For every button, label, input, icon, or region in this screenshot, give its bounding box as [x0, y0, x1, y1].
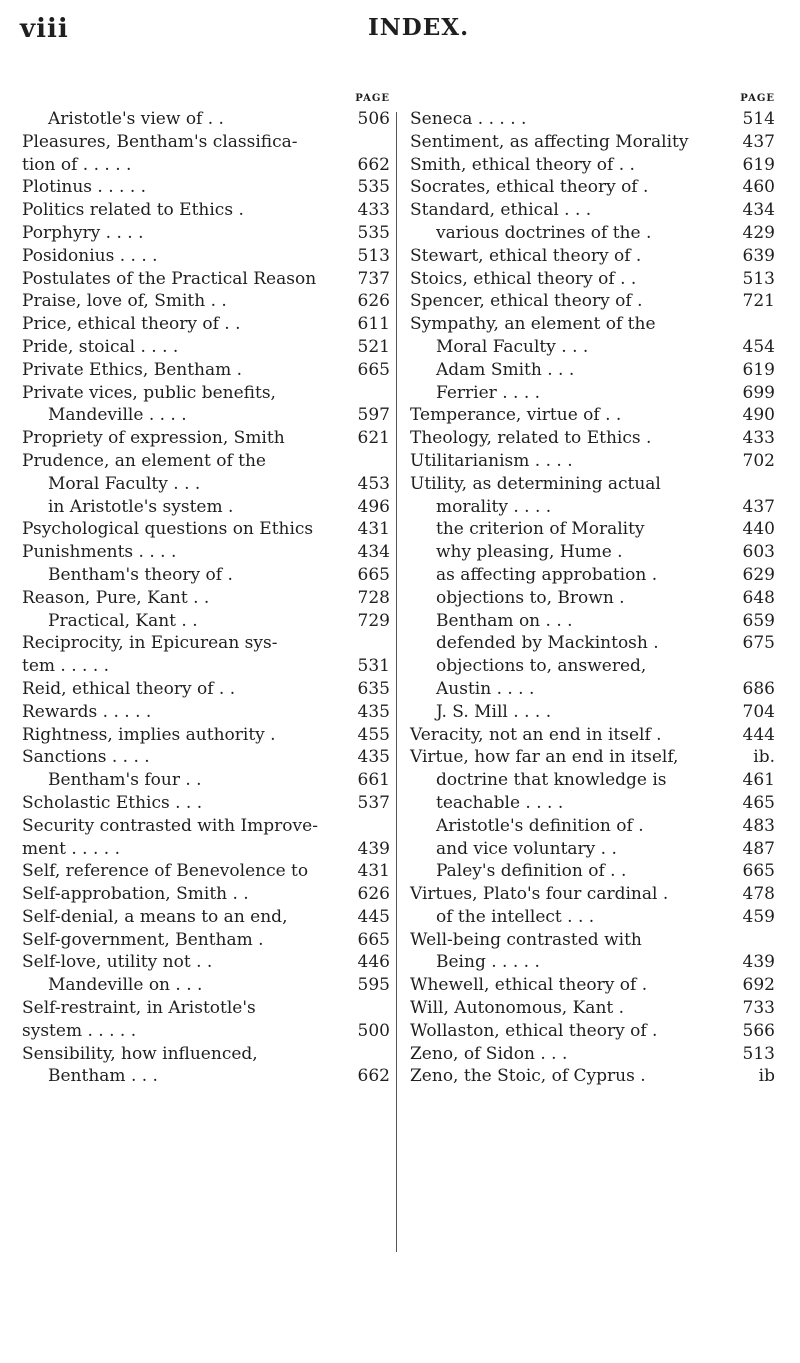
index-entry	[22, 108, 390, 131]
index-entry-text: Aristotle's definition of .	[436, 815, 644, 836]
index-entry	[22, 290, 390, 313]
index-entry-text: Practical, Kant . .	[48, 610, 198, 631]
index-entry	[410, 678, 775, 701]
index-entry	[22, 860, 390, 883]
index-entry	[22, 245, 390, 268]
page-column-label: PAGE	[355, 93, 390, 104]
index-entry-page: 434	[742, 200, 775, 221]
index-entry	[22, 404, 390, 427]
index-entry-page: 611	[357, 314, 390, 335]
index-entry-text: Virtues, Plato's four cardinal .	[410, 884, 669, 905]
index-entry-text: Seneca . . . . .	[410, 109, 527, 129]
index-entry-text: Self-restraint, in Aristotle's	[22, 998, 256, 1019]
index-entry-text: Stoics, ethical theory of . .	[410, 268, 637, 289]
index-entry-page: 661	[357, 770, 390, 791]
index-entry-page: 566	[742, 1020, 775, 1041]
index-entry	[22, 838, 390, 861]
index-entry-page: 433	[742, 428, 775, 449]
index-entry	[410, 746, 775, 769]
index-entry-page: 733	[742, 998, 775, 1019]
index-entry-page: 459	[742, 906, 775, 927]
index-entry-text: teachable . . . .	[436, 792, 564, 813]
index-entry	[22, 154, 390, 177]
index-entry-page: 619	[742, 359, 775, 380]
index-entry	[410, 564, 775, 587]
index-entry-text: system . . . . .	[22, 1020, 137, 1041]
index-entry	[22, 359, 390, 382]
index-entry-text: Propriety of expression, Smith	[22, 428, 285, 449]
index-entry	[22, 1020, 390, 1043]
index-entry	[22, 176, 390, 199]
index-entry	[410, 1065, 775, 1088]
index-entry-text: as affecting approbation .	[436, 564, 658, 585]
index-entry-page: 446	[357, 952, 390, 973]
index-entry	[410, 860, 775, 883]
index-entry	[22, 268, 390, 291]
index-entry-text: Whewell, ethical theory of .	[410, 975, 648, 996]
index-entry-text: Utilitarianism . . . .	[410, 450, 573, 471]
index-entry-text: Postulates of the Practical Reason	[22, 268, 317, 289]
index-entry-page: 665	[357, 564, 390, 585]
index-entry-page: 729	[357, 610, 390, 631]
index-entry-text: Moral Faculty . . .	[436, 336, 589, 357]
index-entry-page: 704	[742, 701, 775, 722]
index-entry-text: Self-government, Bentham .	[22, 929, 264, 950]
index-entry-page: 728	[357, 587, 390, 608]
index-entry-text: Smith, ethical theory of . .	[410, 154, 635, 175]
index-entry-page: 435	[357, 747, 390, 768]
index-entry-text: Aristotle's view of . .	[48, 109, 224, 129]
index-entry-page: 686	[742, 678, 775, 699]
index-entry-text: Self-denial, a means to an end,	[22, 906, 288, 927]
index-entry-text: Private vices, public benefits,	[22, 382, 276, 403]
index-entry-text: and vice voluntary . .	[436, 838, 617, 859]
index-entry-text: in Aristotle's system .	[48, 496, 234, 517]
index-entry	[410, 815, 775, 838]
index-entry-page: 621	[357, 428, 390, 449]
index-entry-text: Price, ethical theory of . .	[22, 314, 241, 335]
index-entry-text: Paley's definition of . .	[436, 861, 627, 882]
index-entry-text: Mandeville on . . .	[48, 975, 203, 996]
index-entry-page: 702	[742, 450, 775, 471]
index-entry-page: 662	[357, 154, 390, 175]
index-entry-page: 639	[742, 245, 775, 266]
index-entry-text: Self, reference of Benevolence to	[22, 861, 309, 882]
index-entry-page: 490	[742, 405, 775, 426]
index-entry-text: Zeno, of Sidon . . .	[410, 1043, 568, 1064]
index-entry	[22, 632, 390, 655]
index-entry-text: Spencer, ethical theory of .	[410, 291, 643, 312]
index-entry	[410, 951, 775, 974]
index-entry-page: 506	[357, 109, 390, 129]
index-entry-text: Utility, as determining actual	[410, 473, 661, 494]
index-entry-page: 531	[357, 656, 390, 677]
index-entry-text: Mandeville . . . .	[48, 405, 187, 426]
index-entry-text: Theology, related to Ethics .	[410, 428, 652, 449]
index-entry	[22, 1043, 390, 1066]
index-entry-page: 435	[357, 701, 390, 722]
index-entry-text: Bentham's four . .	[48, 770, 202, 791]
index-entry-page: 437	[742, 496, 775, 517]
index-entry	[410, 632, 775, 655]
index-entry	[410, 199, 775, 222]
index-entry	[410, 1043, 775, 1066]
index-entry	[410, 450, 775, 473]
index-entry-text: Punishments . . . .	[22, 542, 177, 563]
index-entry	[22, 724, 390, 747]
index-entry-text: Sanctions . . . .	[22, 747, 150, 768]
index-entry-page: 454	[742, 336, 775, 357]
index-entry	[22, 587, 390, 610]
index-entry-page: 429	[742, 222, 775, 243]
index-entry-page: 496	[357, 496, 390, 517]
index-entry	[410, 427, 775, 450]
index-entry-text: Praise, love of, Smith . .	[22, 291, 227, 312]
index-entry-page: 444	[742, 724, 775, 745]
index-entry-text: Posidonius . . . .	[22, 245, 158, 266]
index-entry	[410, 359, 775, 382]
index-entry	[22, 974, 390, 997]
index-entry-page: 665	[357, 929, 390, 950]
index-entry	[22, 450, 390, 473]
index-entry-page: 521	[357, 336, 390, 357]
index-entry	[22, 769, 390, 792]
index-entry	[22, 427, 390, 450]
index-entry-text: Psychological questions on Ethics	[22, 519, 314, 540]
index-entry	[410, 587, 775, 610]
index-entry-text: Standard, ethical . . .	[410, 200, 592, 221]
index-entry	[22, 541, 390, 564]
index-entry	[22, 815, 390, 838]
index-entry-page: 595	[357, 975, 390, 996]
index-entry-text: Rightness, implies authority .	[22, 724, 276, 745]
index-entry	[410, 838, 775, 861]
index-entry-page: 513	[357, 245, 390, 266]
index-entry-page: 626	[357, 884, 390, 905]
index-entry-page: 483	[742, 815, 775, 836]
index-entry-text: Reason, Pure, Kant . .	[22, 587, 210, 608]
index-column-right	[410, 93, 775, 1088]
index-entry-page: 461	[742, 770, 775, 791]
index-entry-page: 500	[357, 1020, 390, 1041]
index-entry	[410, 496, 775, 519]
index-entry-page: 431	[357, 861, 390, 882]
index-entry	[410, 655, 775, 678]
index-entry-text: Reciprocity, in Epicurean sys-	[22, 633, 278, 654]
index-entry-text: doctrine that knowledge is	[436, 770, 667, 791]
index-entry	[410, 336, 775, 359]
index-entry-page: 434	[357, 542, 390, 563]
index-entry-page: 487	[742, 838, 775, 859]
index-entry-page: 626	[357, 291, 390, 312]
index-entry-page: 440	[742, 519, 775, 540]
index-entry-text: Stewart, ethical theory of .	[410, 245, 642, 266]
index-entry	[410, 176, 775, 199]
index-column-left	[22, 93, 390, 1088]
index-entry	[22, 701, 390, 724]
index-entry-page: 437	[742, 131, 775, 152]
index-entry	[22, 473, 390, 496]
index-entry-page: 433	[357, 200, 390, 221]
index-entry-text: Will, Autonomous, Kant .	[410, 998, 625, 1019]
index-entry-page: ib.	[753, 747, 775, 768]
index-entry-page: 431	[357, 519, 390, 540]
index-entry-text: of the intellect . . .	[436, 906, 595, 927]
index-entry	[410, 154, 775, 177]
index-entry	[22, 518, 390, 541]
index-entry	[410, 541, 775, 564]
index-entry-text: Pleasures, Bentham's classifica-	[22, 131, 298, 152]
index-entry-page: 439	[357, 838, 390, 859]
index-entry-text: Bentham . . .	[48, 1066, 158, 1087]
index-entry-text: Plotinus . . . . .	[22, 177, 147, 198]
index-entry	[410, 974, 775, 997]
index-entry	[22, 313, 390, 336]
index-entry-page: 635	[357, 678, 390, 699]
index-entry-text: Sympathy, an element of the	[410, 314, 656, 335]
index-entry-text: Well-being contrasted with	[410, 929, 642, 950]
index-entry-text: Bentham's theory of .	[48, 564, 233, 585]
index-entry	[410, 382, 775, 405]
index-entry-text: Ferrier . . . .	[436, 382, 541, 403]
index-entry-page: 478	[742, 884, 775, 905]
index-entry-text: objections to, Brown .	[436, 587, 625, 608]
index-entry	[22, 746, 390, 769]
index-entry-text: the criterion of Morality	[436, 519, 645, 540]
index-entry-text: Virtue, how far an end in itself,	[410, 747, 679, 768]
index-entry-page: 455	[357, 724, 390, 745]
index-entry-page: 465	[742, 792, 775, 813]
index-entry-text: Sensibility, how influenced,	[22, 1043, 258, 1064]
index-entry	[410, 268, 775, 291]
index-entry	[22, 131, 390, 154]
index-entry	[22, 496, 390, 519]
index-entry	[22, 951, 390, 974]
index-entry-text: Veracity, not an end in itself .	[410, 724, 662, 745]
index-entry-text: Politics related to Ethics .	[22, 200, 244, 221]
index-entry-text: J. S. Mill . . . .	[436, 701, 552, 722]
index-entry-page: 737	[357, 268, 390, 289]
index-entry-page: ib	[758, 1066, 775, 1087]
page-header	[0, 14, 800, 54]
index-entry-page: 460	[742, 177, 775, 198]
index-entry-page: 665	[742, 861, 775, 882]
index-entry-text: Reid, ethical theory of . .	[22, 678, 236, 699]
index-entry	[22, 678, 390, 701]
index-entry	[410, 1020, 775, 1043]
index-entry	[410, 518, 775, 541]
index-entry	[410, 108, 775, 131]
index-entry	[22, 222, 390, 245]
index-entry	[410, 404, 775, 427]
index-entry-page: 603	[742, 542, 775, 563]
index-entry-text: Bentham on . . .	[436, 610, 573, 631]
index-entry-page: 692	[742, 975, 775, 996]
index-entry-page: 721	[742, 291, 775, 312]
index-entry	[410, 222, 775, 245]
index-entry	[410, 245, 775, 268]
running-title: INDEX.	[368, 14, 470, 41]
index-entry-text: Scholastic Ethics . . .	[22, 792, 203, 813]
index-entry-text: Security contrasted with Improve-	[22, 815, 318, 836]
index-entry-page: 675	[742, 633, 775, 654]
index-entry-page: 537	[357, 792, 390, 813]
index-entry-text: tion of . . . . .	[22, 154, 132, 175]
index-entry	[22, 792, 390, 815]
index-entry	[22, 610, 390, 633]
index-entry-text: various doctrines of the .	[436, 222, 652, 243]
index-entry	[22, 336, 390, 359]
index-entry	[410, 906, 775, 929]
index-entry-text: Private Ethics, Bentham .	[22, 359, 243, 380]
index-entry-page: 513	[742, 268, 775, 289]
index-entry	[410, 473, 775, 496]
index-entry-text: Austin . . . .	[436, 678, 535, 699]
index-entry	[410, 929, 775, 952]
index-entry-text: why pleasing, Hume .	[436, 542, 623, 563]
index-entry-text: Rewards . . . . .	[22, 701, 152, 722]
index-entry	[22, 929, 390, 952]
index-entry-page: 629	[742, 564, 775, 585]
index-entry	[410, 290, 775, 313]
index-entry-text: Wollaston, ethical theory of .	[410, 1020, 658, 1041]
index-entry-text: ment . . . . .	[22, 838, 120, 859]
index-entry-text: Zeno, the Stoic, of Cyprus .	[410, 1066, 646, 1087]
index-entry-text: tem . . . . .	[22, 656, 110, 677]
index-entry-text: Pride, stoical . . . .	[22, 336, 179, 357]
index-entry-page: 619	[742, 154, 775, 175]
page-number: viii	[20, 14, 69, 44]
index-entry	[22, 655, 390, 678]
index-entry	[22, 883, 390, 906]
index-entry-text: Temperance, virtue of . .	[410, 405, 622, 426]
index-entry-text: Adam Smith . . .	[436, 359, 575, 380]
index-entry	[410, 131, 775, 154]
index-entry	[410, 610, 775, 633]
index-entry-page: 597	[357, 405, 390, 426]
index-entry	[22, 382, 390, 405]
index-entry	[22, 564, 390, 587]
index-entry-page: 662	[357, 1066, 390, 1087]
index-entry	[22, 997, 390, 1020]
index-entry-text: Moral Faculty . . .	[48, 473, 201, 494]
page-column-label: PAGE	[740, 93, 775, 104]
column-divider	[396, 112, 397, 1252]
index-entry	[410, 997, 775, 1020]
index-entry	[410, 313, 775, 336]
index-entry	[22, 199, 390, 222]
index-entry	[22, 1065, 390, 1088]
index-entry	[410, 701, 775, 724]
index-entry-text: Sentiment, as affecting Morality	[410, 131, 689, 152]
index-entry-page: 514	[742, 109, 775, 129]
index-entry-page: 513	[742, 1043, 775, 1064]
index-entry-text: objections to, answered,	[436, 656, 647, 677]
index-entry-page: 535	[357, 177, 390, 198]
index-entry	[410, 883, 775, 906]
index-entry-text: Socrates, ethical theory of .	[410, 177, 649, 198]
index-entry-page: 445	[357, 906, 390, 927]
index-entry-page: 535	[357, 222, 390, 243]
index-entry-text: Being . . . . .	[436, 952, 540, 973]
index-entry-page: 439	[742, 952, 775, 973]
index-entry	[22, 906, 390, 929]
index-entry-page: 453	[357, 473, 390, 494]
index-entry-text: morality . . . .	[436, 496, 552, 517]
index-entry	[410, 769, 775, 792]
index-entry-page: 659	[742, 610, 775, 631]
index-entry-page: 699	[742, 382, 775, 403]
index-entry-page: 665	[357, 359, 390, 380]
index-entry-text: Self-love, utility not . .	[22, 952, 213, 973]
index-entry-page: 648	[742, 587, 775, 608]
index-entry-text: Porphyry . . . .	[22, 222, 144, 243]
index-entry-text: Prudence, an element of the	[22, 450, 266, 471]
index-entry	[410, 792, 775, 815]
index-entry	[410, 724, 775, 747]
index-entry-text: Self-approbation, Smith . .	[22, 884, 249, 905]
index-entry-text: defended by Mackintosh .	[436, 633, 659, 654]
